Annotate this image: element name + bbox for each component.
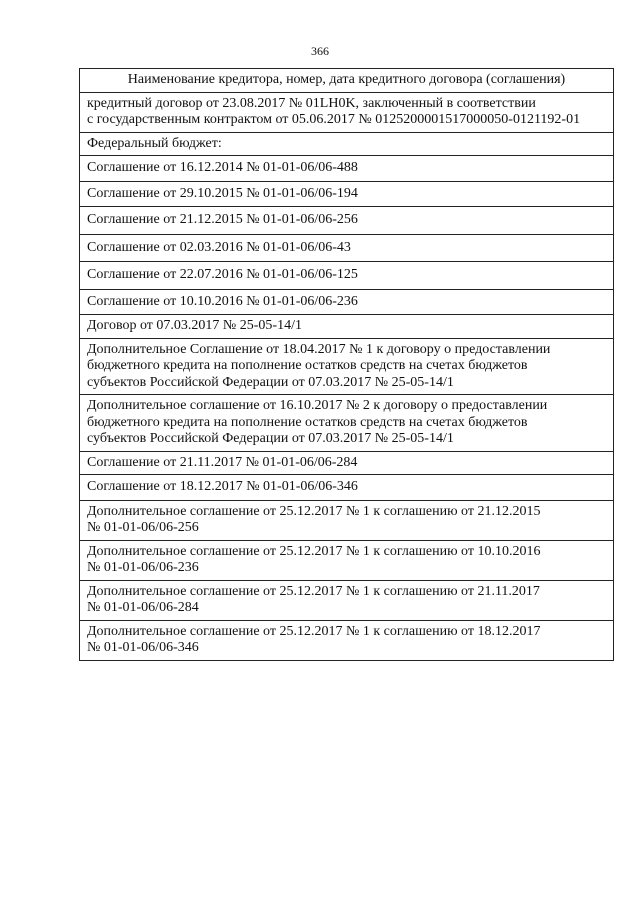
table-row — [80, 207, 614, 235]
table-cell: Договор от 07.03.2017 № 25-05-14/1 — [80, 315, 614, 339]
table-header-cell: Наименование кредитора, номер, дата кредитного договора (соглашения) — [80, 69, 614, 93]
table-cell: Дополнительное соглашение от 16.10.2017 № 2 к договору о предоставлении бюджетного кредита на пополнение остатков средств на счетах бюджетов субъектов Российской Федерации от 07.03.2017 № 25-05-14/1 — [80, 395, 614, 452]
table-row — [80, 262, 614, 290]
table-cell: Дополнительное Соглашение от 18.04.2017 № 1 к договору о предоставлении бюджетного кредита на пополнение остатков средств на счетах бюджетов субъектов Российской Федерации от 07.03.2017 № 25-05-14/1 — [80, 338, 614, 395]
table-row — [80, 338, 614, 395]
creditor-table — [79, 68, 614, 661]
table-cell: Дополнительное соглашение от 25.12.2017 № 1 к соглашению от 10.10.2016 № 01-01-06/06-236 — [80, 540, 614, 580]
table-cell: Соглашение от 18.12.2017 № 01-01-06/06-346 — [80, 475, 614, 501]
table-row — [80, 540, 614, 580]
table-row — [80, 234, 614, 262]
table-cell: кредитный договор от 23.08.2017 № 01LH0K, заключенный в соответствии с государственным контрактом от 05.06.2017 № 0125200001517000050-0121192-01 — [80, 92, 614, 132]
table-cell: Соглашение от 02.03.2016 № 01-01-06/06-43 — [80, 234, 614, 262]
table-row — [80, 500, 614, 540]
table-row — [80, 620, 614, 660]
table-row — [80, 451, 614, 475]
table-cell: Соглашение от 29.10.2015 № 01-01-06/06-194 — [80, 181, 614, 207]
table-row — [80, 289, 614, 315]
table-cell: Соглашение от 16.12.2014 № 01-01-06/06-488 — [80, 156, 614, 182]
table-cell: Дополнительное соглашение от 25.12.2017 № 1 к соглашению от 18.12.2017 № 01-01-06/06-346 — [80, 620, 614, 660]
table-cell: Соглашение от 21.11.2017 № 01-01-06/06-284 — [80, 451, 614, 475]
table-row — [80, 580, 614, 620]
table-cell: Дополнительное соглашение от 25.12.2017 № 1 к соглашению от 21.11.2017 № 01-01-06/06-284 — [80, 580, 614, 620]
table-row — [80, 315, 614, 339]
table-row — [80, 92, 614, 132]
page-number: 366 — [311, 44, 329, 58]
table-cell: Соглашение от 21.12.2015 № 01-01-06/06-256 — [80, 207, 614, 235]
table-cell: Федеральный бюджет: — [80, 132, 614, 156]
table-row — [80, 181, 614, 207]
table-row — [80, 475, 614, 501]
table-row — [80, 156, 614, 182]
table-header-row — [80, 69, 614, 93]
table-row — [80, 132, 614, 156]
table-cell: Дополнительное соглашение от 25.12.2017 № 1 к соглашению от 21.12.2015 № 01-01-06/06-256 — [80, 500, 614, 540]
table-cell: Соглашение от 22.07.2016 № 01-01-06/06-125 — [80, 262, 614, 290]
table-row — [80, 395, 614, 452]
table-cell: Соглашение от 10.10.2016 № 01-01-06/06-236 — [80, 289, 614, 315]
